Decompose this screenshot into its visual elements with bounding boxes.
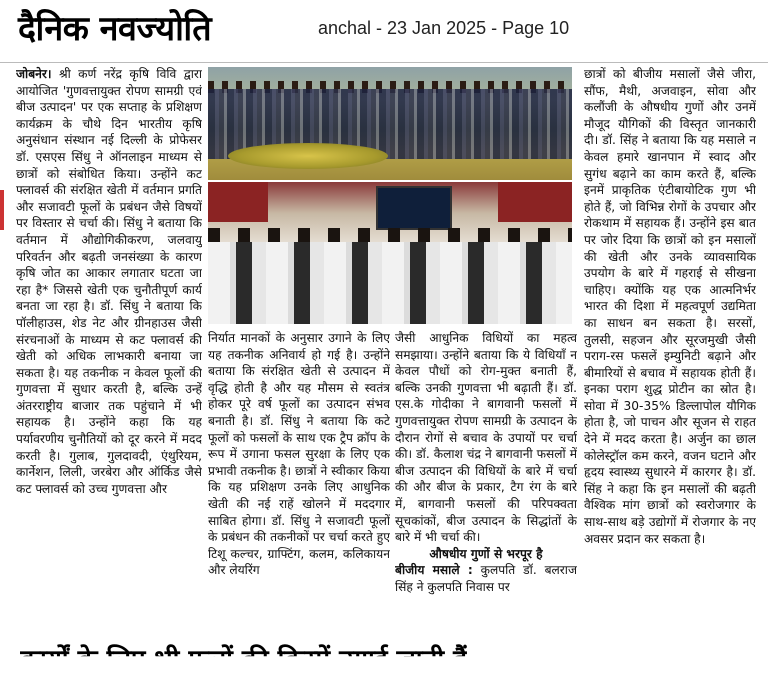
photo-curtain-left <box>208 182 268 222</box>
column-3-text: जैसी आधुनिक विधियों का महत्व समझाया। उन्होंने बताया कि ये विधियाँ न केवल पौधों को रोग-मुक्त बनाती हैं, बल्कि उनकी गुणवत्ता भी बढ़ाती हैं। डॉ. एस.के गोदीका ने बागवानी फसलों में गुणवत्तायुक्त रोपण सामग्री के उत्पादन के दौरान रोगों से बचाव के उपायों पर चर्चा की। डॉ. कैलाश चंद्र ने बागवानी फसलों में बीज उत्पादन की विधियों के बारे में चर्चा की और बीज के प्रकार, टैग रंग के बारे में, बागवानी फसलों की परिपक्वता सूचकांकों, बीज उत्पादन के सिद्धांतों के बारे में भी चर्चा की। <box>395 331 577 545</box>
photo-projector-screen <box>376 186 452 230</box>
article-column-4 <box>584 66 756 638</box>
article-column-2 <box>208 330 390 638</box>
newspaper-title: दैनिक नवज्योति <box>18 9 212 49</box>
article-column-3 <box>395 330 577 638</box>
column-4-text: छात्रों को बीजीय मसालों जैसे जीरा, सौंफ, मैथी, अजवाइन, सोवा और कलौंजी के औषधीय गुणों और उनमें मौजूद यौगिकों की विस्तृत जानकारी दी। डॉ. सिंह ने बताया कि यह मसाले न केवल हमारे खानपान में स्वाद और सुगंध बढ़ाने का काम करते हैं, बल्कि इनमें प्राकृतिक एंटीबायोटिक गुण भी होते हैं, जो विभिन्न रोगों के उपचार और रोकथाम में सहायक हैं। उन्होंने इस बात पर जोर दिया कि छात्रों को इन मसालों की खेती और उनके व्यावसायिक उपयोग के बारे में गहराई से सीखना चाहिए। क्योंकि यह एक आत्मनिर्भर भारत की दिशा में महत्वपूर्ण उद्यमिता का साधन बन सकता है। सरसों, तुलसी, सहजन और सूरजमुखी जैसी पराग-रस फसलें इम्युनिटी बढ़ाने और बीमारियों से बचाव में सहायक होती हैं। इनका पराग शुद्ध प्रोटीन का स्रोत है। सोवा में 30-35% डिल्लापोल यौगिक होता है, जो पाचन और सूजन से राहत देने में मदद करता है। अर्जुन का छाल कोलेस्ट्रॉल कम करने, वजन घटाने और हृदय स्वास्थ्य सुधारने में कारगर है। डॉ. सिंह ने कहा कि इन मसालों की बढ़ती वैश्विक मांग छात्रों को स्वरोजगार के साथ-साथ बड़े उद्योगों में रोजगार के नए अवसर प्रदान कर सकता है। <box>584 67 756 546</box>
column-2-text: निर्यात मानकों के अनुसार उगाने के लिए यह तकनीक अनिवार्य हो गई है। उन्होंने बताया कि संरक्षित खेती से उत्पादन में वृद्धि होती है और यह मौसम से स्वतंत्र होकर पूरे वर्ष फूलों का उत्पादन संभव बनाती है। डॉ. सिंधु ने बताया कि कटे फूलों को फसलों के साथ एक ट्रैप क्रॉप के रूप में उगाना फसल सुरक्षा के लिए एक प्रभावी तकनीक है। छात्रों ने स्वीकार किया कि यह प्रशिक्षण उनके लिए आधुनिक खेती की नई राहें खोलने में मददगार साबित होगा। डॉ. सिंधु ने सजावटी फूलों के प्रबंधन की तकनीकों पर चर्चा करते हुए टिशू कल्चर, ग्राफ्टिंग, कलम, कलिकायन और लेयरिंग <box>208 331 390 578</box>
subheading-lead: बीजीय मसाले : <box>395 563 473 578</box>
article-column-1 <box>16 66 202 638</box>
masthead <box>0 0 768 62</box>
subheading: औषधीय गुणों से भरपूर है <box>429 546 543 561</box>
column-3-continued-text: कुलपति डॉ. बलराज सिंह ने कुलपति निवास पर <box>395 563 577 594</box>
edition-info: anchal - 23 Jan 2025 - Page 10 <box>318 18 570 38</box>
outdoor-group-photo <box>208 67 572 180</box>
photo-chairs <box>208 242 572 324</box>
dateline: जोबनेर। <box>16 67 52 81</box>
classroom-photo <box>208 182 572 324</box>
photo-curtain-right <box>498 182 572 222</box>
masthead-divider <box>0 62 768 63</box>
column-1-text: श्री कर्ण नरेंद्र कृषि विवि द्वारा आयोजित 'गुणवत्तायुक्त रोपण सामग्री एवं बीज उत्पादन' पर एक सप्ताह के प्रशिक्षण कार्यक्रम के चौथे दिन भारतीय कृषि अनुसंधान संस्थान नई दिल्ली के प्रोफेसर डॉ. एसएस सिंधु ने ऑनलाइन माध्यम से छात्रों को संबोधित किया। उन्होंने कट फ्लावर्स की संरक्षित खेती में वर्तमान प्रगति और सजावटी फूलों के प्रबंधन जैसे विषयों पर विस्तार से चर्चा की। सिंधु ने बताया कि वर्तमान में औद्योगिकीकरण, जलवायु परिवर्तन और बढ़ती जनसंख्या के कारण कृषि जोत का आकार लगातार घटता जा रहा है* जिससे खेती एक चुनौतीपूर्ण कार्य बनता जा रहा है। डॉ. सिंधु ने बताया कि पॉलीहाउस, शेड नेट और ग्रीनहाउस जैसी संरचनाओं के माध्यम से कट फ्लावर्स की खेती को अधिक लाभकारी बनाया जा सकता है। यह तकनीक न केवल फूलों की गुणवत्ता में सुधार करती है, बल्कि उन्हें अंतरराष्ट्रीय बाजार तक पहुंचाने में भी सहायक है। उन्होंने कहा कि यह पर्यावरणीय चुनौतियों को दूर करने में मदद करती है। गुलाब, गुलदावदी, एंथुरियम, कार्नेशन, लिली, जरबेरा और ऑर्किड जैसे कट फ्लावर्स को उच्च गुणवत्ता और <box>16 67 202 496</box>
page-edge-marker <box>0 190 4 230</box>
photo-flower-bush <box>228 143 388 169</box>
